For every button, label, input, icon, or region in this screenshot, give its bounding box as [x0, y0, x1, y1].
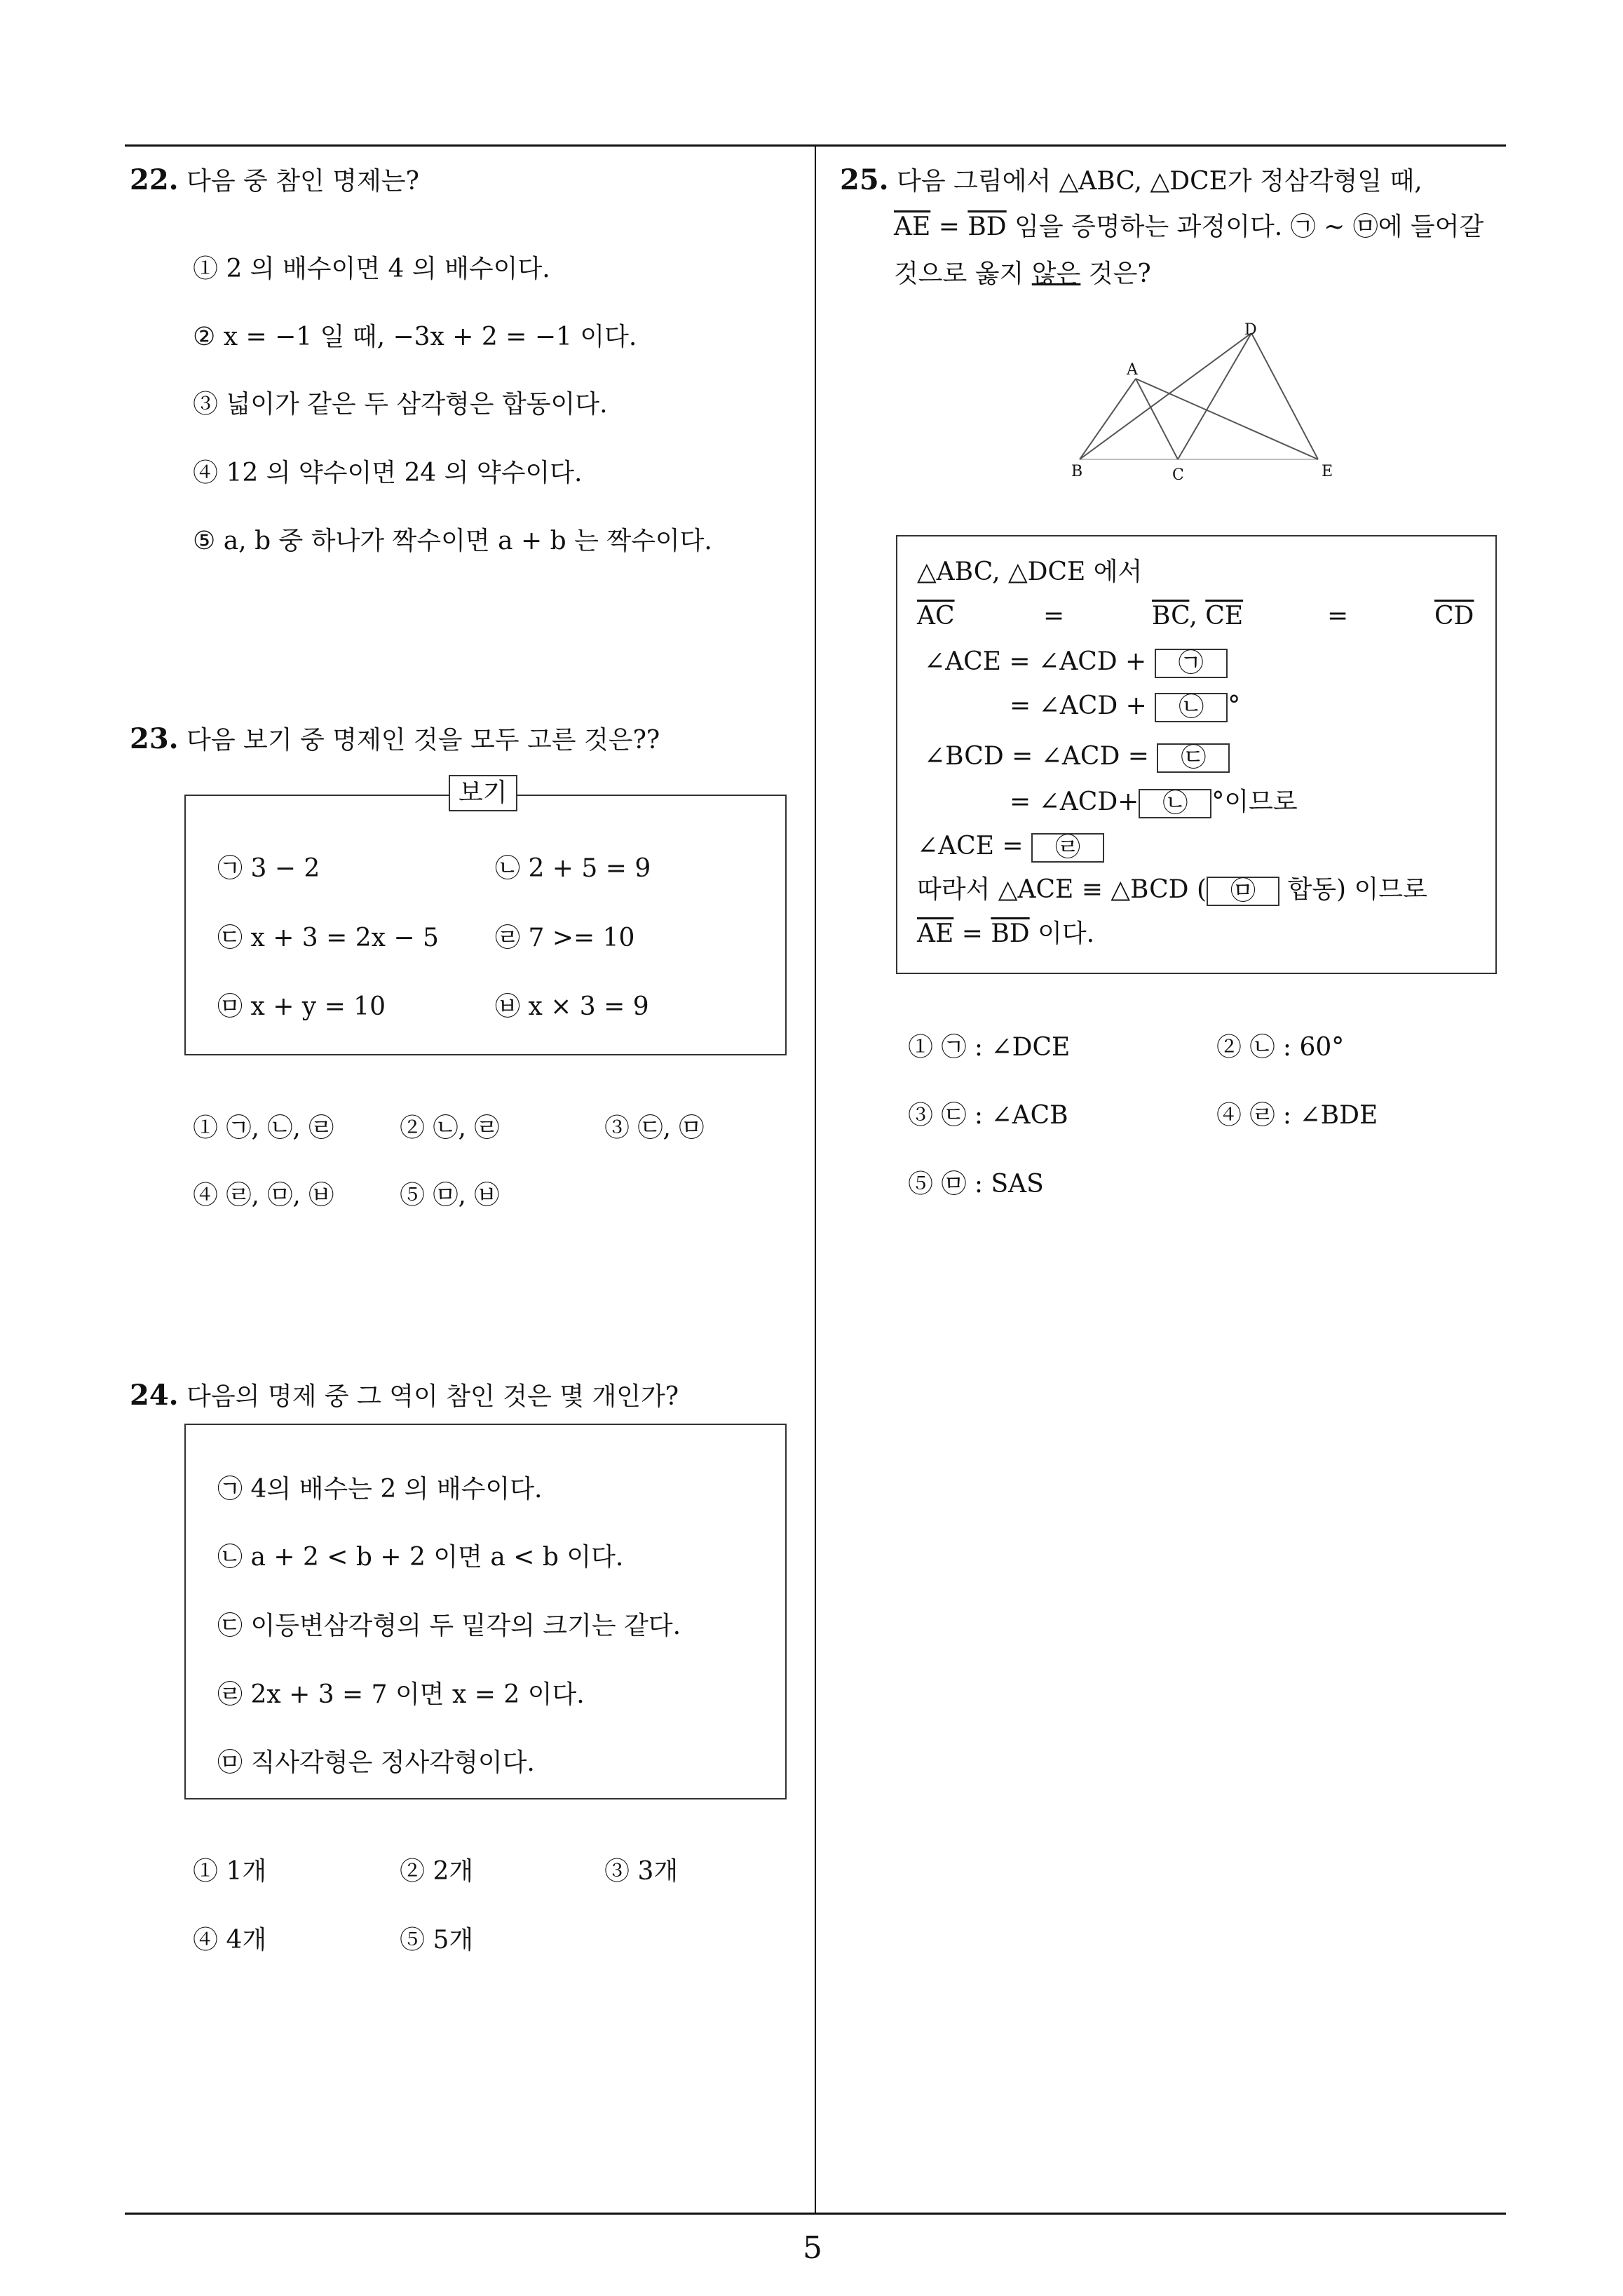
blank-slot-2: ㉡	[1155, 693, 1228, 722]
q23-item-4: ㉣ 7 >= 10	[495, 924, 635, 952]
proof-line-8: 따라서 △ACE ≡ △BCD ( ㉤ 합동) 이므로	[917, 875, 1427, 905]
q25-stem-line1	[840, 163, 1422, 198]
figure-label-d: D	[1244, 321, 1257, 339]
q23-number: 23.	[130, 722, 179, 755]
q25-stem-text-1: 다음 그림에서 △ABC, △DCE가 정삼각형일 때,	[897, 167, 1422, 196]
proof-seg-ac: $\overline{AC}$	[917, 602, 955, 630]
q24-stem-text: 다음의 명제 중 그 역이 참인 것은 몇 개인가?	[186, 1382, 679, 1411]
figure-label-c: C	[1172, 466, 1184, 484]
blank-slot-5: ㉣	[1031, 833, 1104, 863]
q25-segment-ae: $\overline{AE}$	[894, 212, 931, 241]
figure-label-e: E	[1322, 463, 1333, 480]
blank-slot-1: ㉠	[1155, 649, 1228, 678]
q23-box-title: 보기	[449, 775, 517, 811]
q23-item-5: ㉤ x + y = 10	[217, 992, 386, 1021]
q25-stem-line2	[894, 210, 1483, 244]
figure-label-a: A	[1127, 361, 1138, 379]
q25-number: 25.	[840, 163, 889, 196]
q23-choice-5[interactable]: ⑤ ㉤, ㉥	[400, 1181, 500, 1210]
proof-seg-bc-ce: $\overline{BC}$, $\overline{CE}$	[1152, 602, 1244, 630]
q24-item-3: ㉢ 이등변삼각형의 두 밑각의 크기는 같다.	[217, 1612, 681, 1640]
q24-item-2: ㉡ a + 2 < b + 2 이면 a < b 이다.	[217, 1543, 624, 1572]
q23-item-3: ㉢ x + 3 = 2x − 5	[217, 924, 439, 952]
q25-choice-2[interactable]: ② ㉡ : 60°	[1216, 1033, 1345, 1062]
blank-slot-3: ㉢	[1157, 743, 1230, 773]
q24-item-1: ㉠ 4의 배수는 2 의 배수이다.	[217, 1475, 543, 1504]
q24-item-4: ㉣ 2x + 3 = 7 이면 x = 2 이다.	[217, 1680, 585, 1709]
q24-choice-3[interactable]: ③ 3개	[604, 1857, 679, 1886]
proof-line-4: = ∠ACD + ㉡ °	[1010, 691, 1241, 722]
q23-choice-2[interactable]: ② ㉡, ㉣	[400, 1114, 500, 1142]
q22-choice-1[interactable]: ① 2 의 배수이면 4 의 배수이다.	[193, 255, 550, 283]
q22-number: 22.	[130, 163, 179, 196]
q23-stem	[130, 722, 660, 757]
q25-choice-3[interactable]: ③ ㉢ : ∠ACB	[908, 1101, 1068, 1130]
q25-stem-line3	[894, 257, 1151, 291]
q23-stem-text: 다음 보기 중 명제인 것을 모두 고른 것은??	[186, 726, 660, 755]
q22-stem-text: 다음 중 참인 명제는?	[186, 167, 419, 196]
q23-choice-3[interactable]: ③ ㉢, ㉤	[604, 1114, 705, 1142]
q24-choice-5[interactable]: ⑤ 5개	[400, 1926, 474, 1954]
q23-choice-4[interactable]: ④ ㉣, ㉤, ㉥	[193, 1181, 334, 1210]
q25-stem-emphasis: 않은	[1031, 259, 1081, 288]
q25-choice-1[interactable]: ① ㉠ : ∠DCE	[908, 1033, 1071, 1062]
bottom-rule	[125, 2213, 1506, 2215]
q25-segment-bd: $\overline{BD}$	[967, 212, 1007, 241]
q24-choice-1[interactable]: ① 1개	[193, 1857, 267, 1886]
proof-line-5: ∠BCD = ∠ACD = ㉢	[924, 740, 1230, 774]
q23-item-2: ㉡ 2 + 5 = 9	[495, 854, 651, 883]
proof-eq-1: =	[1043, 602, 1065, 630]
q23-choice-1[interactable]: ① ㉠, ㉡, ㉣	[193, 1114, 334, 1142]
q23-item-6: ㉥ x × 3 = 9	[495, 992, 649, 1021]
figure-label-b: B	[1071, 463, 1083, 480]
q23-item-1: ㉠ 3 − 2	[217, 854, 320, 883]
q24-choice-4[interactable]: ④ 4개	[193, 1926, 267, 1954]
q25-stem-text-3c: 것은?	[1080, 259, 1151, 288]
q25-choice-4[interactable]: ④ ㉣ : ∠BDE	[1216, 1101, 1378, 1130]
q25-stem-text-3a: 것으로 옳지	[894, 259, 1032, 288]
q22-stem	[130, 163, 419, 198]
q24-item-5: ㉤ 직사각형은 정사각형이다.	[217, 1748, 535, 1777]
q24-stem	[130, 1379, 679, 1414]
q24-number: 24.	[130, 1379, 179, 1412]
proof-eq-2: =	[1327, 602, 1349, 630]
proof-line-6: = ∠ACD+ ㉡ °이므로	[1010, 788, 1298, 818]
proof-line-1: △ABC, △DCE 에서	[917, 558, 1143, 586]
q22-choice-2[interactable]: ② x = −1 일 때, −3x + 2 = −1 이다.	[193, 323, 637, 351]
q22-choice-4[interactable]: ④ 12 의 약수이면 24 의 약수이다.	[193, 459, 583, 487]
proof-line-7: ∠ACE = ㉣	[917, 830, 1104, 863]
q25-choice-5[interactable]: ⑤ ㉤ : SAS	[908, 1170, 1044, 1198]
proof-line-3: ∠ACE = ∠ACD + ㉠	[924, 645, 1228, 679]
blank-slot-4: ㉡	[1139, 789, 1211, 818]
page-number: 5	[803, 2230, 822, 2266]
column-divider	[815, 144, 816, 2213]
q22-choice-5[interactable]: ⑤ a, b 중 하나가 짝수이면 a + b 는 짝수이다.	[193, 527, 712, 555]
q25-equals: =	[930, 212, 968, 241]
q24-choice-2[interactable]: ② 2개	[400, 1857, 474, 1886]
q25-stem-text-2: 임을 증명하는 과정이다. ㉠ ~ ㉤에 들어갈	[1006, 212, 1484, 241]
proof-seg-cd: $\overline{CD}$	[1434, 602, 1474, 630]
q22-choice-3[interactable]: ③ 넓이가 같은 두 삼각형은 합동이다.	[193, 390, 608, 419]
blank-slot-6: ㉤	[1207, 877, 1279, 906]
q25-triangle-figure	[1066, 319, 1346, 487]
proof-line-9: $\overline{AE} = \overline{BD}$ 이다.	[917, 919, 1095, 948]
